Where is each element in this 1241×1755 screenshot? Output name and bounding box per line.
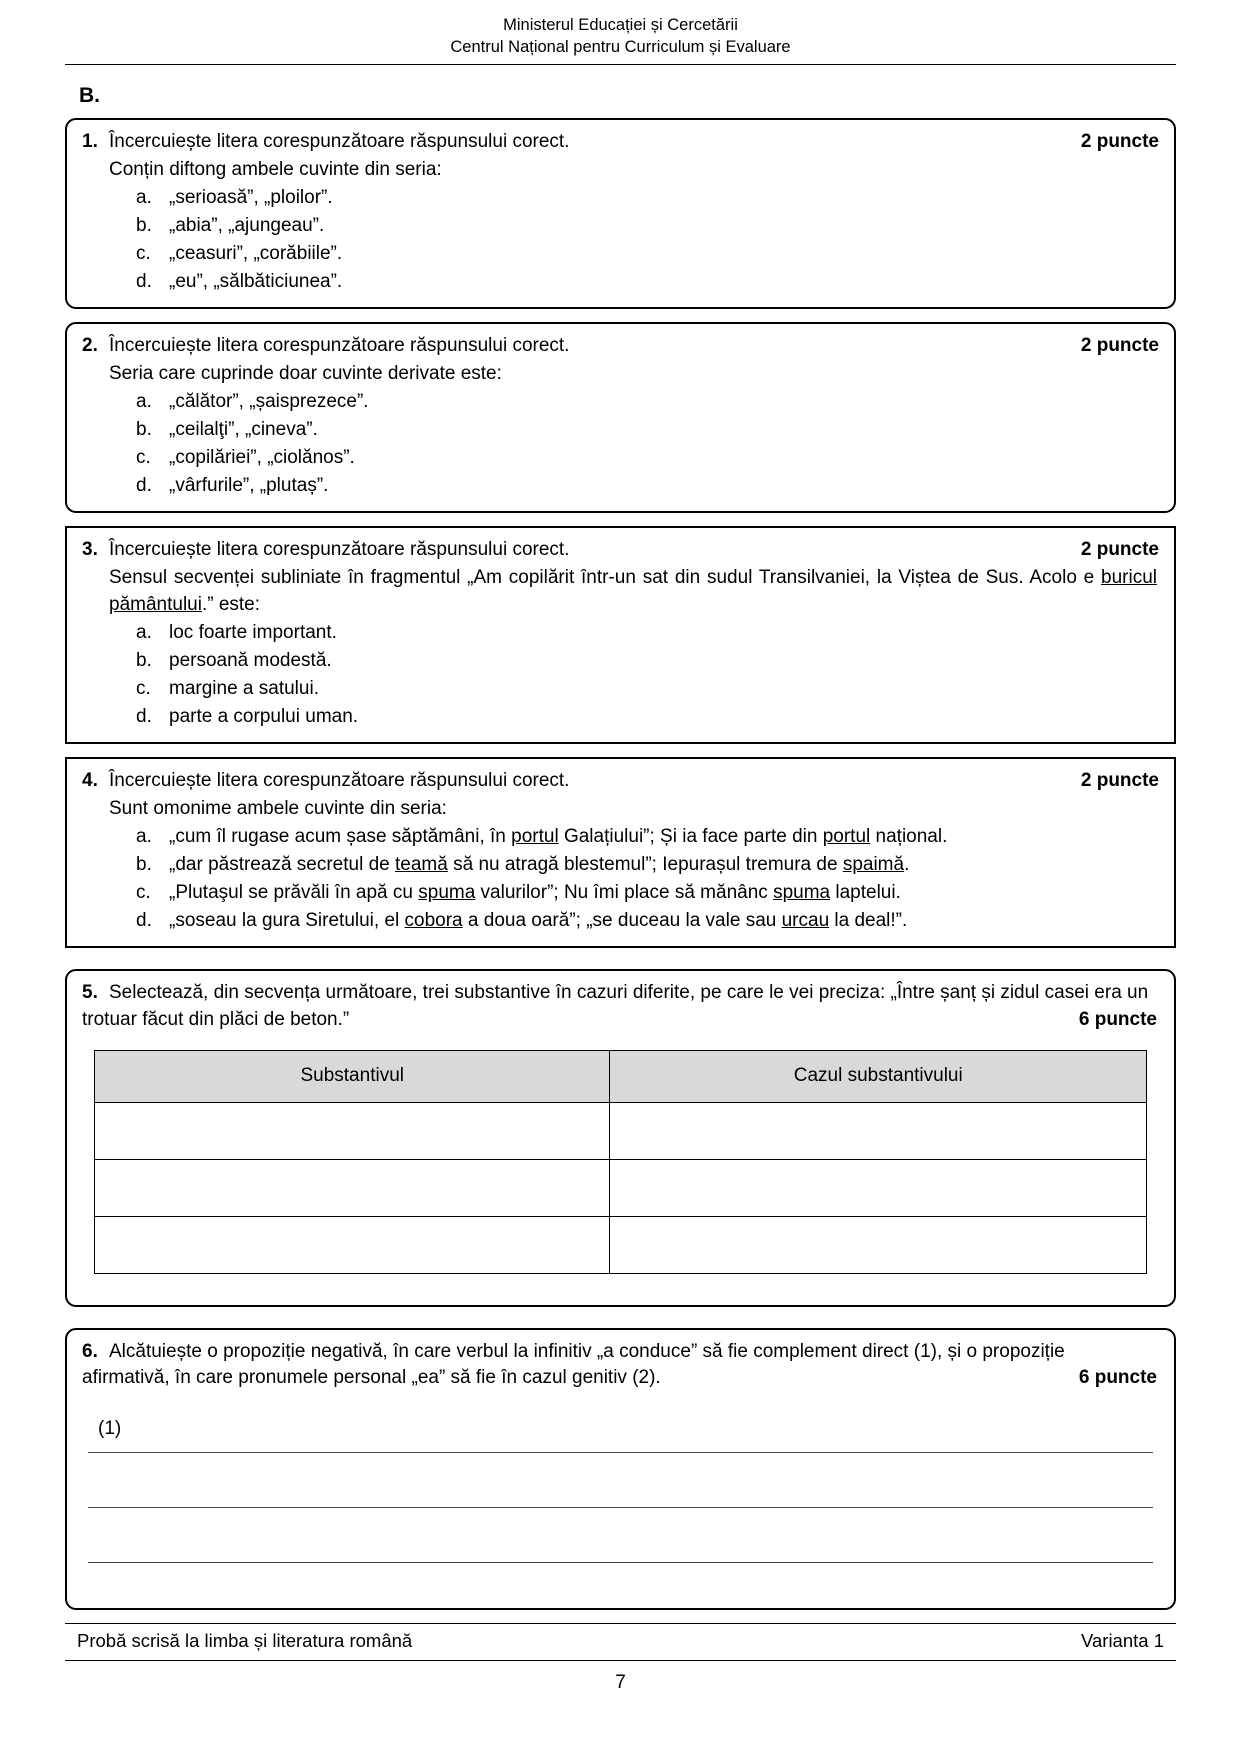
page-number: 7: [615, 1671, 626, 1693]
option-text: „vârfurile”, „plutaș”.: [169, 475, 329, 496]
question-prompt: Încercuiește litera corespunzătoare răspunsului corect.: [109, 335, 570, 357]
question-lead: Sensul secvenței subliniate în fragmentul „Am copilărit într-un sat din sudul Transilvaniei, la Viștea de Sus. Acolo e buricul pământului.” este:: [109, 566, 1157, 615]
question-lead: Sunt omonime ambele cuvinte din seria:: [109, 797, 447, 819]
option-row: [82, 704, 1159, 731]
option-row: [82, 648, 1159, 675]
question-title: [82, 980, 1159, 1034]
option-letter: c.: [136, 677, 151, 699]
question-header: [82, 333, 1159, 360]
question-5-box: [65, 969, 1176, 1307]
table-cell-substantiv[interactable]: [95, 1216, 610, 1273]
option-text: „ceasuri”, „corăbiile”.: [169, 243, 343, 265]
option-text: „călător”, „șaisprezece”.: [169, 391, 369, 413]
table-header-row: [95, 1050, 1147, 1102]
option-letter: d.: [136, 909, 152, 931]
question-4-box: [65, 757, 1176, 948]
option-letter: a.: [136, 621, 152, 643]
option-text: „copilăriei”, „ciolănos”.: [169, 447, 355, 469]
question-lead: Seria care cuprinde doar cuvinte derivate este:: [109, 363, 502, 385]
option-letter: c.: [136, 243, 151, 265]
question-2-box: [65, 322, 1176, 513]
footer-left: Probă scrisă la limba și literatura română: [77, 1630, 413, 1652]
question-title: [82, 333, 569, 360]
table-row: [95, 1102, 1147, 1159]
question-title: [82, 537, 569, 564]
option-letter: b.: [136, 853, 152, 875]
question-lead: Conțin diftong ambele cuvinte din seria:: [109, 159, 442, 181]
question-points: 2 puncte: [1080, 131, 1159, 153]
option-row: [82, 908, 1159, 935]
ministry-line: Ministerul Educației și Cercetării: [503, 16, 738, 34]
option-text: „ceilalţi”, „cineva”.: [169, 419, 318, 441]
question-prompt: Încercuiește litera corespunzătoare răspunsului corect.: [109, 131, 570, 153]
question-points: 2 puncte: [1080, 335, 1159, 357]
option-text: „cum îl rugase acum șase săptămâni, în portul Galațiului”; Și ia face parte din portul național.: [169, 825, 948, 847]
option-text: persoană modestă.: [169, 649, 332, 671]
question-title: [82, 1339, 1159, 1393]
question-prompt: Alcătuiește o propoziție negativă, în care verbul la infinitiv „a conduce” să fie complement direct (1), și o propoziție afirmativă, în care pronumele personal „ea” să fie în cazul genitiv (2).: [82, 1340, 1065, 1389]
question-header: [82, 537, 1159, 564]
option-letter: d.: [136, 705, 152, 727]
option-letter: a.: [136, 825, 152, 847]
question-1-box: [65, 118, 1176, 309]
option-text: „eu”, „sălbăticiunea”.: [169, 271, 343, 293]
question-3-box: [65, 526, 1176, 744]
option-row: [82, 185, 1159, 212]
question-points: 2 puncte: [1080, 538, 1159, 560]
question-number: 4.: [82, 769, 98, 791]
question-points: 6 puncte: [1078, 1008, 1157, 1030]
table-cell-substantiv[interactable]: [95, 1102, 610, 1159]
option-row: [82, 824, 1159, 851]
option-letter: b.: [136, 419, 152, 441]
option-text: parte a corpului uman.: [169, 705, 359, 727]
question-points: 2 puncte: [1080, 769, 1159, 791]
table-cell-caz[interactable]: [610, 1216, 1147, 1273]
table-row: [95, 1216, 1147, 1273]
option-letter: a.: [136, 391, 152, 413]
option-row: [82, 473, 1159, 500]
option-text: „abia”, „ajungeau”.: [169, 215, 325, 237]
footer-right: Varianta 1: [1081, 1630, 1164, 1652]
question-number: 3.: [82, 538, 98, 560]
option-text: „soseau la gura Siretului, el cobora a doua oară”; „se duceau la vale sau urcau la deal!”.: [169, 909, 908, 931]
document-header: [65, 14, 1176, 65]
option-row: [82, 389, 1159, 416]
question-title: [82, 768, 569, 795]
option-row: [82, 213, 1159, 240]
option-row: [82, 445, 1159, 472]
table-header-substantiv: Substantivul: [95, 1050, 610, 1102]
option-letter: c.: [136, 447, 151, 469]
option-letter: b.: [136, 649, 152, 671]
footer: [65, 1623, 1176, 1660]
option-letter: c.: [136, 881, 151, 903]
question-header: [82, 129, 1159, 156]
option-text: „dar păstrează secretul de teamă să nu atragă blestemul”; Iepurașul tremura de spaimă.: [169, 853, 910, 875]
option-row: [82, 241, 1159, 268]
table-header-caz: Cazul substantivului: [610, 1050, 1147, 1102]
write-line[interactable]: [88, 1507, 1153, 1508]
option-letter: d.: [136, 271, 152, 293]
question-number: 6.: [82, 1340, 98, 1362]
substantive-table: [94, 1050, 1147, 1274]
option-letter: d.: [136, 475, 152, 496]
section-label: B.: [79, 83, 100, 107]
question-header: [82, 1339, 1159, 1393]
option-text: margine a satului.: [169, 677, 319, 699]
option-row: [82, 880, 1159, 907]
option-row: [82, 417, 1159, 444]
question-6-box: [65, 1328, 1176, 1611]
option-text: „Plutaşul se prăvăli în apă cu spuma valurilor”; Nu îmi place să mănânc spuma laptelui.: [169, 881, 901, 903]
question-number: 5.: [82, 981, 98, 1003]
table-cell-substantiv[interactable]: [95, 1159, 610, 1216]
table-row: [95, 1159, 1147, 1216]
option-text: loc foarte important.: [169, 621, 337, 643]
question-prompt: Încercuiește litera corespunzătoare răspunsului corect.: [109, 538, 570, 560]
table-cell-caz[interactable]: [610, 1102, 1147, 1159]
option-row: [82, 269, 1159, 296]
question-header: [82, 768, 1159, 795]
question-number: 2.: [82, 335, 98, 357]
option-text: „serioasă”, „ploilor”.: [169, 187, 333, 209]
option-letter: a.: [136, 187, 152, 209]
write-line[interactable]: [88, 1452, 1153, 1453]
option-row: [82, 676, 1159, 703]
question-number: 1.: [82, 131, 98, 153]
option-row: [82, 852, 1159, 879]
question-prompt: Încercuiește litera corespunzătoare răspunsului corect.: [109, 769, 570, 791]
answer-label: (1): [98, 1418, 122, 1440]
table-cell-caz[interactable]: [610, 1159, 1147, 1216]
question-prompt: Selectează, din secvența următoare, trei substantive în cazuri diferite, pe care le vei preciza: „Între șanț și zidul casei era un trotuar făcut din plăci de beton.”: [82, 981, 1149, 1030]
center-line: Centrul Național pentru Curriculum și Evaluare: [450, 38, 791, 57]
question-title: [82, 129, 569, 156]
question-points: 6 puncte: [1078, 1367, 1157, 1389]
option-letter: b.: [136, 215, 152, 237]
option-row: [82, 620, 1159, 647]
question-header: [82, 980, 1159, 1034]
write-line[interactable]: [88, 1562, 1153, 1563]
